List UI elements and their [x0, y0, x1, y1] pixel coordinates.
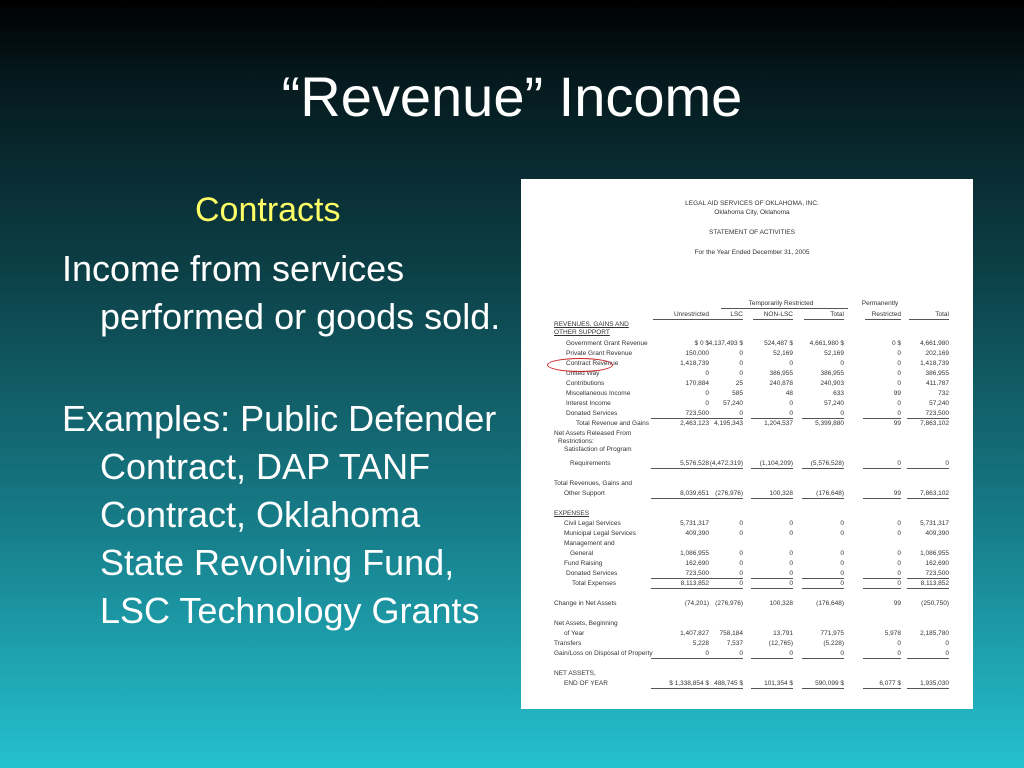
statement-cell: 1,418,739 — [920, 360, 949, 367]
statement-cell: 0 — [739, 580, 743, 587]
statement-cell: 99 — [893, 490, 901, 497]
statement-cell: 758,184 — [719, 630, 743, 637]
statement-cell: 0 — [840, 560, 844, 567]
total-underline — [651, 578, 709, 579]
statement-cell: 162,690 — [685, 560, 709, 567]
statement-row-label: Contract Revenue — [566, 360, 619, 367]
total-underline — [863, 588, 901, 589]
total-underline — [907, 658, 949, 659]
total-underline — [907, 578, 949, 579]
statement-cell: 57,240 — [723, 400, 743, 407]
statement-row-label: NET ASSETS, — [554, 670, 596, 677]
statement-cell: 240,878 — [769, 380, 793, 387]
statement-cell: 8,039,651 — [680, 490, 709, 497]
statement-cell: 0 — [739, 410, 743, 417]
statement-cell: (5,228) — [823, 640, 844, 647]
statement-cell: 52,169 — [773, 350, 793, 357]
statement-cell: 0 — [897, 530, 901, 537]
total-underline — [802, 578, 844, 579]
statement-cell: 0 — [897, 460, 901, 467]
statement-cell: 5,731,317 — [680, 520, 709, 527]
statement-row-label: REVENUES, GAINS AND — [554, 321, 629, 328]
statement-cell: (176,648) — [816, 600, 844, 607]
statement-cell: 771,975 — [820, 630, 844, 637]
total-underline — [651, 468, 709, 469]
statement-cell: 0 — [897, 560, 901, 567]
statement-row-label: Miscellaneous Income — [566, 390, 631, 397]
column-header-rule — [804, 319, 844, 320]
total-underline — [707, 498, 743, 499]
statement-row-label: Transfers — [554, 640, 582, 647]
statement-cell: 633 — [833, 390, 844, 397]
statement-cell: 5,228 — [692, 640, 709, 647]
statement-cell: 0 — [789, 410, 793, 417]
total-underline — [707, 588, 743, 589]
subheading-contracts: Contracts — [195, 191, 341, 229]
total-underline — [907, 588, 949, 589]
statement-row-label: Change in Net Assets — [554, 600, 617, 607]
statement-cell: 100,328 — [769, 490, 793, 497]
total-underline — [751, 578, 793, 579]
statement-cell: 99 — [893, 420, 901, 427]
total-underline — [651, 498, 709, 499]
statement-row-label: Total Revenue and Gains — [576, 420, 649, 427]
statement-row-label: Fund Raising — [564, 560, 603, 567]
statement-cell: 732 — [938, 390, 949, 397]
statement-cell: 0 — [789, 520, 793, 527]
total-underline — [863, 418, 901, 419]
total-underline — [802, 588, 844, 589]
statement-cell: 162,690 — [925, 560, 949, 567]
statement-row-label: Civil Legal Services — [564, 520, 621, 527]
statement-cell: 0 — [945, 650, 949, 657]
temp-restricted-group-header: Temporarily Restricted — [748, 300, 814, 307]
statement-cell: (276,976) — [715, 600, 743, 607]
statement-cell: 6,077 $ — [879, 680, 901, 687]
statement-cell: 723,500 — [685, 570, 709, 577]
statement-cell: 0 — [739, 530, 743, 537]
statement-cell: 0 — [789, 580, 793, 587]
perm-restricted-group-header: Permanently — [861, 300, 899, 307]
statement-row-label: Management and — [564, 540, 615, 547]
total-underline — [802, 688, 844, 689]
total-underline — [907, 498, 949, 499]
statement-cell: 101,354 $ — [764, 680, 793, 687]
statement-cell: 0 — [739, 370, 743, 377]
statement-row-label: General — [570, 550, 594, 557]
total-underline — [863, 658, 901, 659]
bullet-income-definition: Income from services performed or goods sold. — [62, 248, 501, 337]
statement-cell: 0 — [897, 520, 901, 527]
statement-cell: 0 — [897, 550, 901, 557]
statement-cell: 0 — [897, 650, 901, 657]
statement-cell: 0 — [897, 360, 901, 367]
total-underline — [863, 578, 901, 579]
statement-cell: 0 — [789, 570, 793, 577]
statement-cell: 0 — [789, 360, 793, 367]
statement-cell: 0 — [705, 390, 709, 397]
total-underline — [802, 498, 844, 499]
contract-revenue-highlight-circle — [547, 358, 613, 372]
column-header-rule — [909, 319, 949, 320]
statement-cell: 0 — [739, 350, 743, 357]
statement-cell: 2,185,780 — [920, 630, 949, 637]
statement-cell: 0 — [840, 410, 844, 417]
statement-cell: 0 — [789, 400, 793, 407]
statement-cell: 0 — [840, 520, 844, 527]
statement-row-label: END OF YEAR — [564, 680, 608, 687]
statement-cell: 1,935,030 — [920, 680, 949, 687]
statement-row-label: Contributions — [566, 380, 605, 387]
bullet-examples: Examples: Public Defender Contract, DAP TANF Contract, Oklahoma State Revolving Fund, LSC Technology Grants — [62, 398, 497, 631]
total-underline — [707, 468, 743, 469]
statement-cell: 0 — [705, 370, 709, 377]
statement-row-label: of Year — [564, 630, 585, 637]
total-underline — [651, 588, 709, 589]
statement-cell: 240,903 — [820, 380, 844, 387]
statement-cell: 0 — [739, 560, 743, 567]
column-header: NON-LSC — [763, 311, 793, 318]
total-underline — [863, 498, 901, 499]
statement-cell: $ 0 $ — [694, 340, 709, 347]
statement-cell: 0 — [739, 550, 743, 557]
statement-cell: 52,169 — [824, 350, 844, 357]
statement-cell: $ 1,338,854 $ — [669, 680, 709, 687]
statement-cell: 8,113,852 — [680, 580, 709, 587]
statement-cell: 0 — [897, 640, 901, 647]
statement-title: STATEMENT OF ACTIVITIES — [709, 229, 795, 236]
statement-cell: 57,240 — [824, 400, 844, 407]
statement-cell: 723,500 — [925, 410, 949, 417]
financial-statement-image — [521, 179, 973, 709]
statement-row-label: Net Assets, Beginning — [554, 620, 618, 627]
column-header: LSC — [730, 311, 743, 318]
statement-cell: 0 — [840, 570, 844, 577]
statement-cell: 202,169 — [925, 350, 949, 357]
statement-cell: 0 — [897, 380, 901, 387]
statement-cell: 7,863,102 — [920, 490, 949, 497]
statement-cell: 1,204,537 — [764, 420, 793, 427]
statement-row-label: Donated Services — [566, 410, 618, 417]
total-underline — [907, 468, 949, 469]
statement-cell: (5,576,528) — [810, 460, 844, 467]
total-underline — [863, 688, 901, 689]
statement-cell: 48 — [785, 390, 793, 397]
statement-cell: 5,576,528 — [680, 460, 709, 467]
statement-cell: 5,399,880 — [815, 420, 844, 427]
statement-cell: 0 — [840, 530, 844, 537]
statement-cell: 4,137,493 $ — [708, 340, 743, 347]
statement-cell: 386,955 — [925, 370, 949, 377]
total-underline — [651, 418, 709, 419]
statement-cell: (276,976) — [715, 490, 743, 497]
group-header-rule — [721, 308, 848, 309]
statement-cell: 386,955 — [820, 370, 844, 377]
statement-cell: 0 — [789, 650, 793, 657]
statement-cell: 100,328 — [769, 600, 793, 607]
statement-cell: 0 — [840, 650, 844, 657]
statement-cell: 57,240 — [929, 400, 949, 407]
column-header: Total — [830, 311, 844, 318]
statement-row-label: Total Expenses — [572, 580, 617, 587]
statement-cell: 0 — [897, 370, 901, 377]
total-underline — [751, 688, 793, 689]
statement-cell: 0 — [789, 560, 793, 567]
statement-cell: 0 — [840, 580, 844, 587]
statement-row-label: Satisfaction of Program — [564, 446, 632, 453]
statement-cell: 0 — [705, 650, 709, 657]
statement-cell: 1,086,955 — [920, 550, 949, 557]
statement-cell: 0 — [739, 520, 743, 527]
statement-cell: 5,731,317 — [920, 520, 949, 527]
total-underline — [802, 468, 844, 469]
statement-row-label: Restrictions: — [558, 438, 594, 445]
statement-cell: 0 — [705, 400, 709, 407]
total-underline — [707, 418, 743, 419]
statement-cell: 585 — [732, 390, 743, 397]
total-underline — [751, 418, 793, 419]
statement-row-label: Total Revenues, Gains and — [554, 480, 633, 487]
total-underline — [907, 688, 949, 689]
column-header-rule — [709, 319, 743, 320]
statement-cell: 4,661,980 — [920, 340, 949, 347]
total-underline — [707, 658, 743, 659]
statement-cell: 723,500 — [685, 410, 709, 417]
statement-cell: 0 — [897, 580, 901, 587]
column-header-rule — [753, 319, 793, 320]
statement-cell: 5,978 — [884, 630, 901, 637]
total-underline — [707, 688, 743, 689]
statement-cell: 1,418,739 — [680, 360, 709, 367]
total-underline — [907, 418, 949, 419]
statement-cell: 0 — [789, 550, 793, 557]
total-underline — [802, 658, 844, 659]
statement-row-label: United Way — [566, 370, 600, 377]
statement-cell: 1,407,827 — [680, 630, 709, 637]
statement-row-label: Gain/Loss on Disposal of Property — [554, 650, 653, 657]
total-underline — [651, 658, 709, 659]
statement-row-label: Requirements — [570, 460, 611, 467]
total-underline — [651, 688, 709, 689]
total-underline — [751, 468, 793, 469]
statement-row-label: EXPENSES — [554, 510, 590, 517]
statement-cell: 2,463,123 — [680, 420, 709, 427]
column-header: Restricted — [871, 311, 901, 318]
total-underline — [751, 498, 793, 499]
statement-cell: 0 — [840, 550, 844, 557]
statement-cell: (4,472,319) — [709, 460, 743, 467]
statement-cell: 4,195,343 — [714, 420, 743, 427]
statement-org-name: LEGAL AID SERVICES OF OKLAHOMA, INC. — [685, 200, 819, 207]
total-underline — [707, 578, 743, 579]
statement-cell: 1,086,955 — [680, 550, 709, 557]
statement-cell: 409,390 — [685, 530, 709, 537]
statement-cell: 0 — [897, 400, 901, 407]
statement-row-label: Donated Services — [566, 570, 618, 577]
total-underline — [751, 658, 793, 659]
statement-cell: 4,661,980 $ — [809, 340, 844, 347]
statement-cell: 0 — [897, 570, 901, 577]
statement-cell: 99 — [893, 600, 901, 607]
statement-cell: 150,000 — [685, 350, 709, 357]
statement-row-label: Private Grant Revenue — [566, 350, 633, 357]
statement-cell: 411,787 — [925, 380, 949, 387]
statement-cell: 0 $ — [891, 340, 901, 347]
slide-title: “Revenue” Income — [281, 65, 743, 128]
statement-cell: 0 — [789, 530, 793, 537]
statement-row-label: Net Assets Released From — [554, 430, 632, 437]
statement-cell: 0 — [840, 360, 844, 367]
total-underline — [802, 418, 844, 419]
statement-cell: 0 — [945, 640, 949, 647]
column-header: Unrestricted — [673, 311, 709, 318]
statement-cell: (74,201) — [684, 600, 709, 607]
total-underline — [863, 468, 901, 469]
column-header-rule — [653, 319, 709, 320]
statement-cell: 0 — [739, 570, 743, 577]
statement-city: Oklahoma City, Oklahoma — [714, 209, 790, 216]
statement-cell: (12,765) — [768, 640, 793, 647]
statement-cell: 99 — [893, 390, 901, 397]
statement-cell: 723,500 — [925, 570, 949, 577]
statement-period: For the Year Ended December 31, 2005 — [694, 249, 810, 256]
statement-cell: 0 — [897, 410, 901, 417]
statement-cell: 409,390 — [925, 530, 949, 537]
statement-row-label: Other Support — [564, 490, 605, 497]
statement-cell: 0 — [739, 650, 743, 657]
statement-row-label: Municipal Legal Services — [564, 530, 636, 537]
total-underline — [751, 588, 793, 589]
statement-cell: (1,104,209) — [759, 460, 793, 467]
statement-cell: (250,750) — [921, 600, 949, 607]
statement-cell: 590,099 $ — [815, 680, 844, 687]
statement-cell: 7,863,102 — [920, 420, 949, 427]
statement-cell: 0 — [897, 350, 901, 357]
statement-row-label: Interest Income — [566, 400, 611, 407]
column-header: Total — [935, 311, 949, 318]
statement-cell: 7,537 — [726, 640, 743, 647]
statement-cell: 0 — [739, 360, 743, 367]
statement-cell: 0 — [945, 460, 949, 467]
statement-cell: 488,745 $ — [714, 680, 743, 687]
statement-cell: 8,113,852 — [920, 580, 949, 587]
statement-cell: 170,884 — [685, 380, 709, 387]
statement-cell: 25 — [735, 380, 743, 387]
statement-cell: 386,955 — [769, 370, 793, 377]
statement-cell: 524,487 $ — [764, 340, 793, 347]
statement-row-label: OTHER SUPPORT — [554, 329, 610, 336]
column-header-rule — [865, 319, 901, 320]
statement-row-label: Government Grant Revenue — [566, 340, 648, 347]
statement-cell: 13,791 — [773, 630, 793, 637]
statement-cell: (176,648) — [816, 490, 844, 497]
